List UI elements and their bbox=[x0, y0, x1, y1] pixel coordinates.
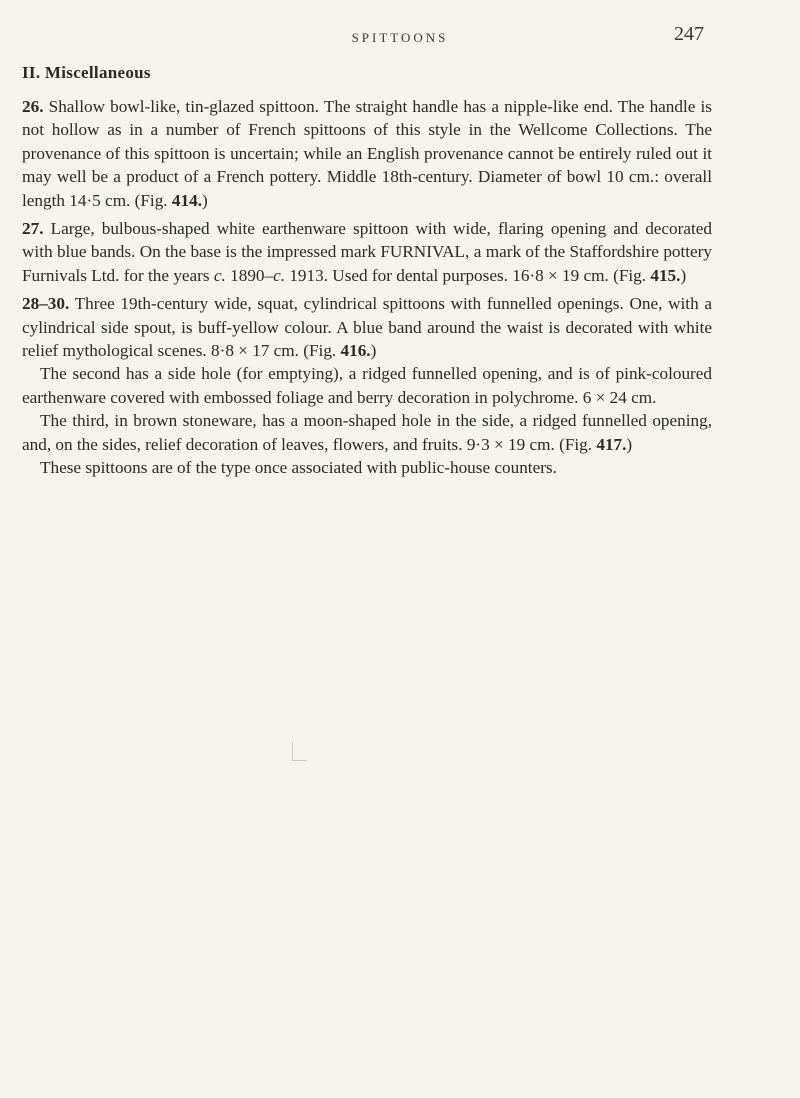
entry-paragraph bbox=[22, 217, 712, 287]
circa-abbrev: c. bbox=[213, 265, 226, 285]
entry-number: 27. bbox=[22, 219, 44, 239]
entry-text-end: ) bbox=[626, 434, 633, 454]
entry-paragraph: The second has a side hole (for emptying), a ridged funnelled opening, and is of pink-coloured earthenware covered with embossed foliage and berry decoration in polychrome. 6 × 24 cm. bbox=[22, 364, 712, 407]
section-heading: II. Miscellaneous bbox=[22, 63, 151, 82]
entry-text-end: ) bbox=[201, 190, 208, 210]
circa-abbrev: c. bbox=[273, 265, 286, 285]
entry-text: Three 19th-century wide, squat, cylindrical spittoons with funnelled openings. One, with a cylindrical side spout, is buff-yellow colour. A blue band around the waist is decorated with white relief mythological scenes. 8·8 × 17 cm. (Fig. bbox=[22, 294, 712, 361]
entry-28-30 bbox=[22, 292, 712, 479]
body-text bbox=[22, 95, 712, 485]
entry-number: 26. bbox=[22, 97, 44, 116]
entry-number: 28–30. bbox=[22, 294, 70, 314]
figure-reference: 417. bbox=[596, 434, 627, 454]
pencil-mark bbox=[292, 742, 307, 761]
running-title: SPITTOONS bbox=[351, 30, 449, 45]
entry-text: 1913. Used for dental purposes. 16·8 × 19 cm. (Fig. bbox=[285, 265, 651, 285]
entry-text: Large, bulbous-shaped white earthenware spittoon with wide, flaring opening and decorated with blue bands. On the base is the impressed mark FURNIVAL, a mark of the Staffordshire pottery Furnivals Ltd. for the years bbox=[22, 219, 713, 285]
entry-paragraph: These spittoons are of the type once associated with public-house counters. bbox=[40, 458, 557, 478]
entry-paragraph bbox=[22, 409, 712, 456]
entry-paragraph bbox=[22, 95, 712, 212]
page-number: 247 bbox=[674, 23, 704, 45]
entry-text: Shallow bowl-like, tin-glazed spittoon. The straight handle has a nipple-like end. The handle is not hollow as in a number of French spittoons of this style in the Wellcome Collections. The provenance of this spittoon is uncertain; while an English provenance cannot be entirely ruled out it may well be a product of a French pottery. Middle 18th-century. Diameter of bowl 10 cm.: overall length 14·5 cm. (Fig. bbox=[22, 97, 712, 210]
entry-26 bbox=[22, 95, 712, 212]
entry-paragraph bbox=[22, 292, 712, 362]
figure-reference: 415. bbox=[650, 265, 681, 285]
entry-text-end: ) bbox=[680, 265, 687, 285]
entry-text-end: ) bbox=[370, 341, 377, 361]
figure-reference: 414. bbox=[171, 190, 202, 210]
entry-text: The third, in brown stoneware, has a moon-shaped hole in the side, a ridged funnelled opening, and, on the sides, relief decoration of leaves, flowers, and fruits. 9·3 × 19 cm. (Fig. bbox=[22, 411, 712, 454]
entry-27 bbox=[22, 217, 712, 287]
figure-reference: 416. bbox=[340, 341, 371, 361]
entry-text: 1890– bbox=[225, 265, 274, 285]
